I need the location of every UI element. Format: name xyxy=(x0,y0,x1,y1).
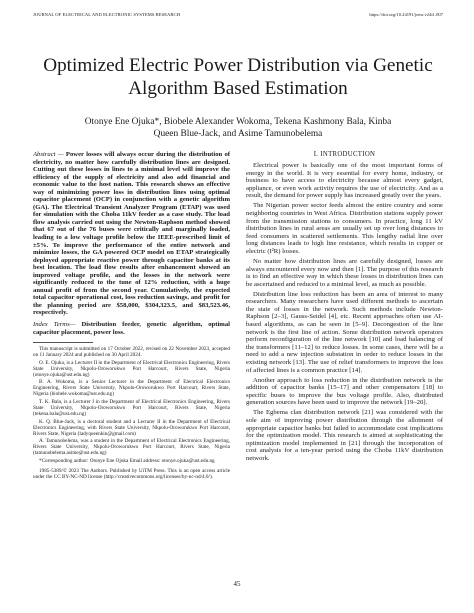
doi-link[interactable]: https://doi.org/10.24191/jeesr.v24i1.007 xyxy=(369,12,443,17)
abstract-text: Power losses will always occur during the distribution of electricity, no matter how carefully distribution lines are designed. Cutting out these losses in lines to a minimal level will improve the efficiency of the supply of electricity and also add financial and economic value to the host nation. This research shows an effective way of minimizing power loss in distribution lines using optimal capacitor placement (OCP) in conjunction with a genetic algorithm (GA). The Electrical Transient Analyzer Program (ETAP) was used for simulation with the Choba 11kV feeder as a case study. The load flow analysis carried out using the Newton-Raphson method showed that 67 out of the 76 buses were critically and marginally loaded, leading to a low voltage profile below the IEEE-prescribed limit of ±5%. To improve the performance of the entire network and minimize losses, the GA powered OCP model on ETAP strategically deployed appropriate reactive power through capacitor banks at its best location. The load flow results after enhancement showed an improved voltage profile, and the losses in the network were significantly reduced to the tune of 12% reduction, with a huge annual profit of from the second year. Cumulatively, the expected total capacitor operational cost, loss reduction savings, and profit for the planning period are $58,000, $304,323.5, and $83,523.46, respectively. xyxy=(33,151,230,317)
body-paragraph: Another approach to loss reduction in the distribution network is the addition of capacitor banks [15–17] and other compensators [18] to specific buses to improve the bus voltage profile. Also, distributed generation sources have been used to improve the network [19–20]. xyxy=(246,376,443,407)
footnote-author-1: O. E. Ojuka, is a Lecturer II in the Department of Electrical Electronics Engineering, Rivers State University, Nkpolu-Oroworukwo Port Harcourt, Rivers State, Nigeria (otonye.ojuka@ust.edu.ng) xyxy=(33,359,230,378)
running-header xyxy=(33,12,443,22)
left-column xyxy=(33,151,230,571)
footnote-submission: This manuscript is submitted on 17 October 2022, revised on 22 November 2023, accepted on 11 January 2024 and published on 30 April 2024. xyxy=(33,346,230,359)
index-terms-label: Index Terms— xyxy=(33,321,76,329)
abstract xyxy=(33,151,230,317)
index-terms xyxy=(33,321,230,336)
section-heading: I. INTRODUCTION xyxy=(313,151,376,158)
author-line-2: Queen Blue-Jack, and Asime Tamunobelema xyxy=(153,129,323,140)
right-column xyxy=(246,151,443,571)
author-line-1: Otonye Ene Ojuka*, Biobele Alexander Wokoma, Tekena Kashmony Bala, Kinba xyxy=(84,117,392,127)
footnote-corresponding: *Corresponding author: Otonye Ene Ojuka Email address: otonye.ojuka@ust.edu.ng xyxy=(39,457,215,464)
author-list xyxy=(33,116,443,141)
body-paragraph: Distribution line loss reduction has been an area of interest to many researchers. Many researchers have used different methods to ascertain the state of losses in the network. Such methods include Newton-Raphson [2–3], Gauss-Seidel [4], etc. Recent approaches often use AI-based algorithms, as can be seen in [5–9]. Decongestion of the line network is the first line of action. Some distribution network operators perform reconfiguration of the line network [10] and load balancing of the transformers [11–12] to reduce losses. In some cases, there will be a need to add a new injection substation in order to reduce losses in the existing network [13]. The use of relief transformers to improve the loss of affected lines is a common practice [14]. xyxy=(246,290,443,374)
footnotes xyxy=(33,346,230,480)
footnote-author-4: K. Q. Blue-Jack, is a doctoral student and a Lecturer II in the Department of Electrical Electronics Engineering, with Rivers State University, Nkpolu-Oroworukwo Port Harcourt, Rivers State, Nigeria (ladyqueenkin@gmail.com) xyxy=(33,418,230,437)
footnote-author-3: T. K. Bala, is a Lecturer I in the Department of Electrical Electronics Engineering, Rivers State University, Nkpolu-Oroworukwo Port Harcourt, Rivers State, Nigeria (tekena.bala@ust.edu.ng) xyxy=(33,399,230,418)
body-paragraph: The Egbema clan distribution network [21] was considered with the sole aim of improving power distribution through the allotment of appropriate capacitor banks but failed to accommodate cost implications for the optimization model. This research is aimed at sophisticating the optimization model implemented in [21] through the incorporation of cost analysis for a ten-year period using the Choba 11kV distribution network. xyxy=(246,409,443,462)
paper-title: Optimized Electric Power Distribution via Genetic Algorithm Based Estimation xyxy=(43,55,433,99)
footnote-author-2: B. A. Wokoma, is a Senior Lecturer in the Department of Electrical Electronics Engineering, Rivers State University, Nkpolu-Oroworukwo Port Harcourt, Rivers State, Nigeria (biobele.wokoma@ust.edu.ng) xyxy=(33,379,230,398)
body-paragraph: The Nigerian power sector feeds almost the entire country and some neighboring countries in West Africa. Distribution stations supply power from the transmission stations to consumers. In practice, long 11 kV distribution lines in rural areas are usually set up over long distances to feed consumers in scattered settlements. This lengthy radial line over long distances leads to high line resistance, which results in copper or electric (I²R) losses. xyxy=(246,202,443,255)
footnote-divider xyxy=(33,342,93,343)
journal-name: JOURNAL OF ELECTRICAL AND ELECTRONIC SYSTEMS RESEARCH xyxy=(33,12,181,17)
body-paragraph: Electrical power is basically one of the most important forms of energy in the world. It is very essential for every home, industry, or business to have access to electricity because almost every gadget, appliance, or even work activity requires the use of electricity. And as a result, the demand for power supply has increased greatly over the years. xyxy=(246,162,443,200)
footnote-author-5: A. Tamunobelema, was a student in the Department of Electrical Electronics Engineering, Rivers State University, Nkpolu-Oroworukwo Port Harcourt, Rivers State, Nigeria (tamunobelema.asime@ust.edu.ng) xyxy=(33,438,230,457)
body-paragraph: No matter how distribution lines are carefully designed, losses are always encountered every now and then [1]. The purpose of this research is to find an effective way in which these losses in distribution lines can be ascertained and reduced to a minimal level, as much as possible. xyxy=(246,257,443,288)
page-number: 45 xyxy=(233,580,241,588)
abstract-label: Abstract — xyxy=(33,151,64,158)
license-notice: 1985-5389/© 2023 The Authors. Published by UiTM Press. This is an open access article under the CC BY-NC-ND license (http://creativecommons.org/licenses/by-nc-nd/4.0/). xyxy=(33,467,230,481)
index-terms-text: Distribution feeder, genetic algorithm, optimal capacitor placement, power loss. xyxy=(33,321,230,336)
